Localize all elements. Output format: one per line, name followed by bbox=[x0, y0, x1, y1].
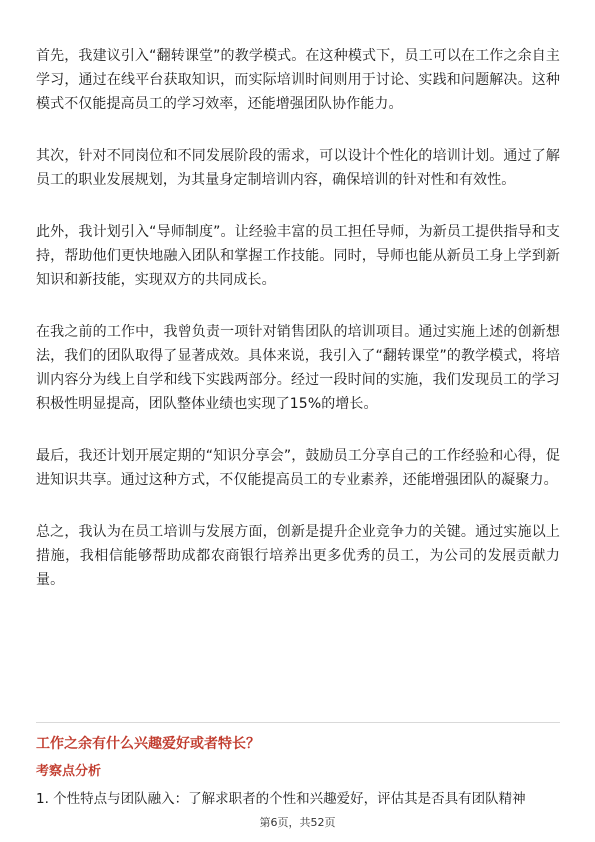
body-text bbox=[36, 44, 560, 592]
paragraph-knowledge-sharing: 最后，我还计划开展定期的“知识分享会”，鼓励员工分享自己的工作经验和心得，促进知识共享。通过这种方式，不仅能提高员工的专业素养，还能增强团队的凝聚力。 bbox=[36, 448, 560, 488]
section-title-analysis: 考察点分析 bbox=[36, 764, 102, 779]
page-number: 第6页，共52页 bbox=[259, 816, 336, 829]
section-divider bbox=[36, 722, 560, 723]
analysis-point-1: 1. 个性特点与团队融入：了解求职者的个性和兴趣爱好，评估其是否具有团队精神 bbox=[36, 791, 526, 807]
paragraph-conclusion: 总之，我认为在员工培训与发展方面，创新是提升企业竞争力的关键。通过实施以上措施，我相信能够帮助成都农商银行培养出更多优秀的员工，为公司的发展贡献力量。 bbox=[36, 524, 560, 588]
paragraph-personalized-plan: 其次，针对不同岗位和不同发展阶段的需求，可以设计个性化的培训计划。通过了解员工的职业发展规划，为其量身定制培训内容，确保培训的针对性和有效性。 bbox=[36, 148, 560, 188]
paragraph-past-experience: 在我之前的工作中，我曾负责一项针对销售团队的培训项目。通过实施上述的创新想法，我们的团队取得了显著成效。具体来说，我引入了“翻转课堂”的教学模式，将培训内容分为线上自学和线下实践两部分。经过一段时间的实施，我们发现员工的学习积极性明显提高，团队整体业绩也实现了15%的增长。 bbox=[36, 324, 560, 412]
paragraph-mentor-system: 此外，我计划引入“导师制度”。让经验丰富的员工担任导师，为新员工提供指导和支持，帮助他们更快地融入团队和掌握工作技能。同时，导师也能从新员工身上学到新知识和新技能，实现双方的共同成长。 bbox=[36, 224, 560, 288]
paragraph-flipped-classroom: 首先，我建议引入“翻转课堂”的教学模式。在这种模式下，员工可以在工作之余自主学习，通过在线平台获取知识，而实际培训时间则用于讨论、实践和问题解决。这种模式不仅能提高员工的学习效率，还能增强团队协作能力。 bbox=[36, 48, 560, 112]
interview-question: 工作之余有什么兴趣爱好或者特长？ bbox=[36, 736, 260, 752]
